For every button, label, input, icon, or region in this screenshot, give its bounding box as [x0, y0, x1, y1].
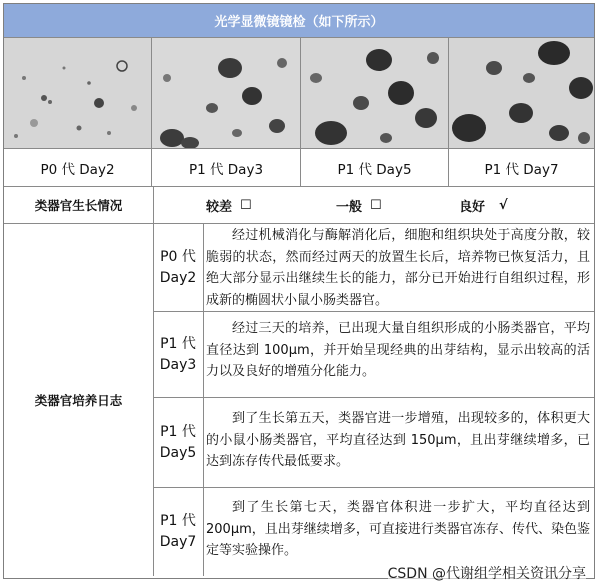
table-header	[4, 4, 594, 37]
log-entry-text: 经过三天的培养，已出现大量自组织形成的小肠类器官，平均直径达到 100μm，并开始呈现经典的出芽结构，显示出较高的活力以及良好的增殖分化能力。	[206, 321, 590, 379]
log-day-generation: P1 代	[160, 335, 196, 352]
growth-option-text: 良好	[459, 199, 486, 215]
photo-caption: P1 代 Day3	[188, 161, 264, 178]
photo-caption: P1 代 Day7	[484, 161, 559, 178]
divider	[4, 37, 594, 38]
checkmark-icon: √	[499, 197, 508, 213]
log-label: 类器官培养日志	[34, 393, 123, 408]
log-day-label	[154, 312, 202, 397]
micrograph-p0-day2	[4, 38, 151, 148]
log-day-number: Day2	[159, 269, 197, 286]
growth-option-poor	[206, 188, 252, 222]
log-day-label	[154, 488, 202, 576]
log-day-number: Day7	[159, 534, 197, 550]
divider	[153, 311, 594, 312]
micrograph-p1-day3	[152, 38, 300, 148]
log-day-generation: P0 代	[160, 248, 196, 265]
growth-option-average	[336, 188, 382, 222]
divider	[4, 148, 594, 149]
photo-caption: P0 代 Day2	[40, 161, 115, 178]
growth-label: 类器官生长情况	[34, 198, 123, 213]
checkbox-empty-icon: ☐	[240, 197, 252, 213]
growth-option-good	[459, 188, 508, 222]
growth-option-text: 较差	[206, 199, 233, 215]
log-day-number: Day5	[159, 444, 197, 461]
growth-option-text: 一般	[336, 199, 363, 215]
divider	[153, 397, 594, 398]
log-day-label	[154, 398, 202, 487]
log-day-label	[154, 224, 202, 311]
micrograph-p1-day7	[449, 38, 594, 148]
log-entry-text: 到了生长第五天，类器官进一步增殖，出现较多的，体积更大的小鼠小肠类器官，平均直径达到 150μm，且出芽继续增多，已达到冻存传代最低要求。	[206, 411, 590, 469]
log-day-generation: P1 代	[160, 423, 196, 440]
micrograph-p1-day5	[301, 38, 448, 148]
photo-caption: P1 代 Day5	[337, 161, 412, 178]
log-day-generation: P1 代	[160, 513, 196, 529]
log-entry-text: 到了生长第七天，类器官体积进一步扩大，平均直径达到 200μm，且出芽继续增多，可直接进行类器官冻存、传代、染色鉴定等实验操作。	[206, 500, 590, 558]
checkbox-empty-icon: ☐	[370, 197, 382, 213]
log-entry-text: 经过机械消化与酶解消化后，细胞和组织块处于高度分散，较脆弱的状态，然而经过两天的放置生长后，培养物已恢复活力，且绝大部分显示出继续生长的能力，部分已开始进行自组织过程，形成新的椭圆状小鼠小肠类器官。	[206, 228, 590, 308]
watermark: CSDN @代谢组学相关资讯分享	[388, 563, 586, 583]
divider	[153, 487, 594, 488]
divider	[203, 223, 204, 576]
header-title: 光学显微镜镜检（如下所示）	[214, 15, 384, 30]
log-day-number: Day3	[159, 356, 197, 373]
